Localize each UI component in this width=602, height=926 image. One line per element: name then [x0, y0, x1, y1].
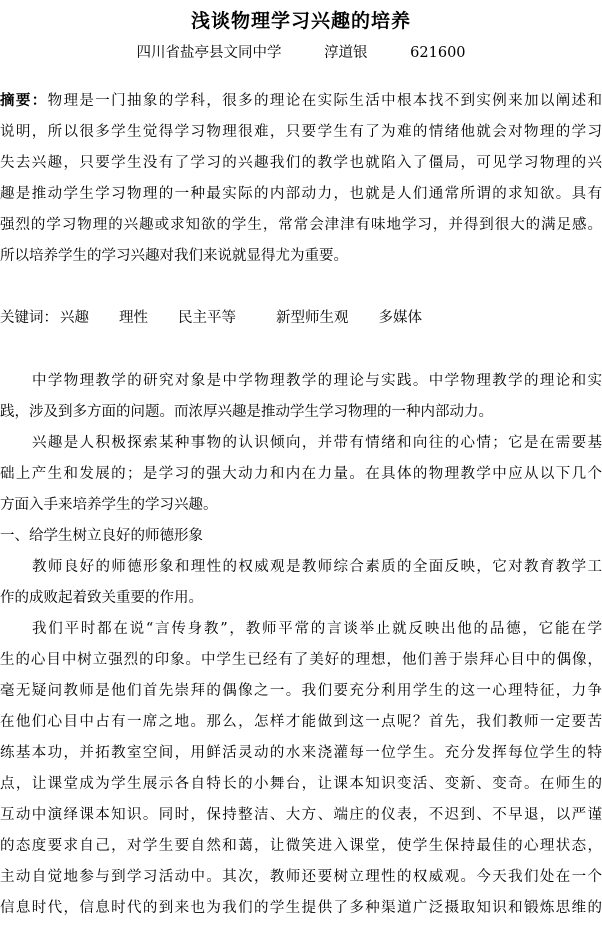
- abstract-line: 强烈的学习物理的兴趣或求知欲的学生，常常会津津有味地学习，并得到很大的满足感。: [0, 217, 602, 233]
- author-school: 四川省盐亭县文同中学: [136, 45, 282, 61]
- body-line: 在他们心目中占有一席之地。那么，怎样才能做到这一点呢？首先，我们教师一定要苦: [0, 714, 602, 730]
- body-line: 互动中演绎课本知识。同时，保持整洁、大方、端庄的仪表，不迟到、不早退，以严谨: [0, 807, 602, 823]
- abstract-line: 说明，所以很多学生觉得学习物理很难，只要学生有了为难的情绪他就会对物理的学习: [0, 124, 602, 140]
- keyword: 多媒体: [378, 310, 422, 326]
- keyword: 民主平等: [178, 310, 236, 326]
- keywords-label: 关键词：: [0, 310, 58, 326]
- keyword: 兴趣: [60, 310, 89, 326]
- abstract-label: 摘要：: [0, 93, 48, 109]
- body-line: 信息时代，信息时代的到来也为我们的学生提供了多种渠道广泛摄取知识和锻炼思维的: [0, 900, 602, 916]
- body-line: 作的成败起着致关重要的作用。: [0, 590, 203, 606]
- abstract-text: 物理是一门抽象的学科，很多的理论在实际生活中根本找不到实例来加以阐述和: [47, 93, 602, 109]
- keyword: 理性: [119, 310, 148, 326]
- abstract-line: 趣是推动学生学习物理的一种最实际的内部动力，也就是人们通常所谓的求知欲。具有: [0, 186, 602, 202]
- abstract-line: 所以培养学生的学习兴趣对我们来说就显得尤为重要。: [0, 248, 348, 264]
- keywords-line: [0, 309, 602, 327]
- paper-title: 浅谈物理学习兴趣的培养: [190, 10, 411, 32]
- body-line: 兴趣是人积极探索某种事物的认识倾向，并带有情绪和向往的心情；它是在需要基: [32, 435, 602, 451]
- keyword: 新型师生观: [276, 310, 349, 326]
- author-name: 淳道银: [324, 45, 368, 61]
- body-line: 练基本功，并拓教室空间，用鲜活灵动的水来浇灌每一位学生。充分发挥每位学生的特: [0, 745, 602, 761]
- author-byline: [0, 41, 602, 62]
- body-line: 我们平时都在说“言传身教”，教师平常的言谈举止就反映出他的品德，它能在学: [32, 621, 602, 637]
- section-heading: 一、给学生树立良好的师德形象: [0, 528, 203, 544]
- body-line: 生的心目中树立强烈的印象。中学生已经有了美好的理想，他们善于崇拜心目中的偶像，: [0, 652, 602, 668]
- body-line: 主动自觉地参与到学习活动中。其次，教师还要树立理性的权威观。今天我们处在一个: [0, 869, 602, 885]
- postal-code: 621600: [410, 45, 466, 61]
- body-line: 础上产生和发展的；是学习的强大动力和内在力量。在具体的物理教学中应从以下几个: [0, 466, 602, 482]
- body-line: 教师良好的师德形象和理性的权威观是教师综合素质的全面反映，它对教育教学工: [32, 559, 602, 575]
- body-line: 毫无疑问教师是他们首先崇拜的偶像之一。我们要充分利用学生的这一心理特征，力争: [0, 683, 602, 699]
- body-line: 践，涉及到多方面的问题。而浓厚兴趣是推动学生学习物理的一种内部动力。: [0, 404, 493, 420]
- abstract-line: [0, 92, 602, 110]
- body-line: 方面入手来培养学生的学习兴趣。: [0, 497, 218, 513]
- body-line: 的态度要求自己，对学生要自然和蔼，让微笑进入课堂，使学生保持最佳的心理状态，: [0, 838, 602, 854]
- abstract-line: 失去兴趣，只要学生没有了学习的兴趣我们的教学也就陷入了僵局，可见学习物理的兴: [0, 155, 602, 171]
- body-line: 点，让课堂成为学生展示各自特长的小舞台，让课本知识变活、变新、变奇。在师生的: [0, 776, 602, 792]
- body-line: 中学物理教学的研究对象是中学物理教学的理论与实践。中学物理教学的理论和实: [32, 373, 602, 389]
